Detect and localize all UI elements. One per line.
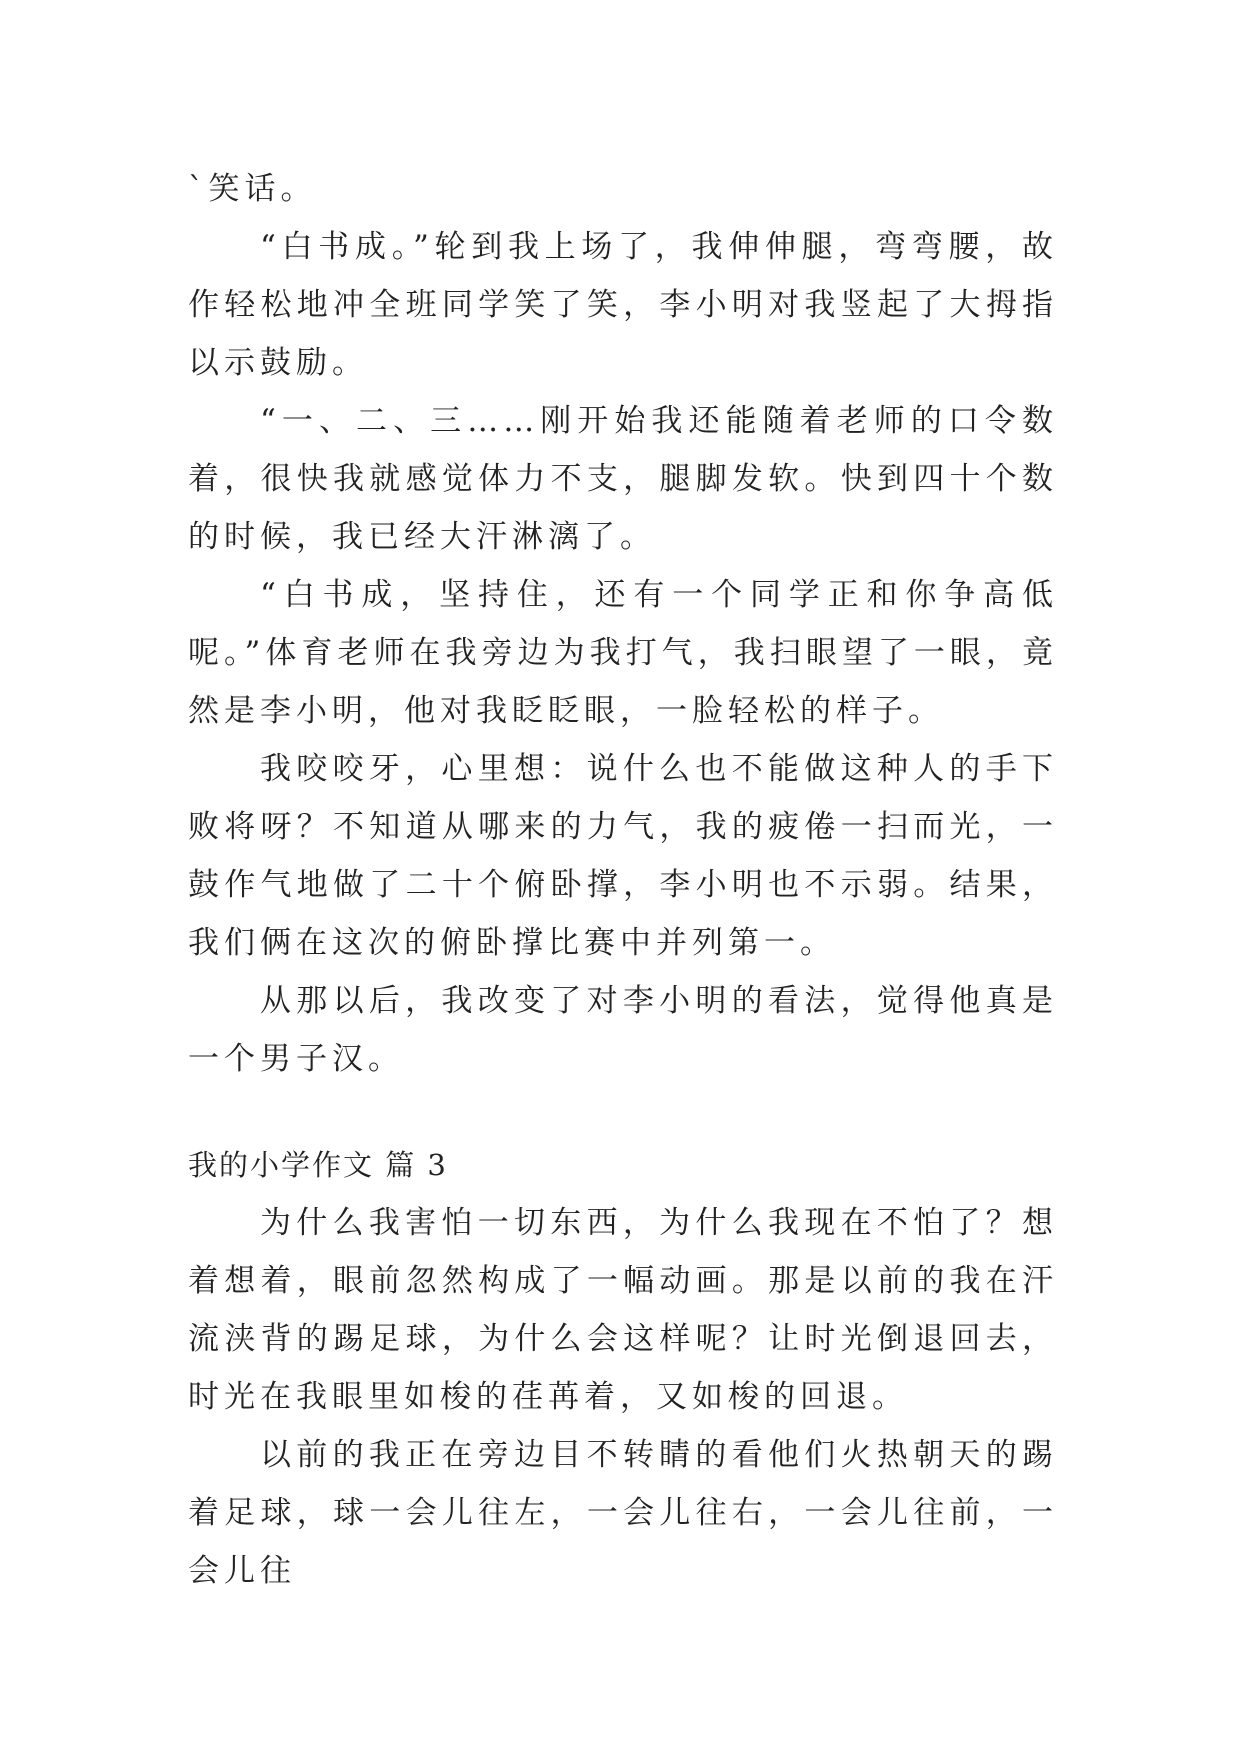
paragraph-continuation: `笑话。	[188, 171, 317, 207]
paragraph: 为什么我害怕一切东西，为什么我现在不怕了？想着想着，眼前忽然构成了一幅动画。那是以前的我在汗流浃背的踢足球，为什么会这样呢？让时光倒退回去，时光在我眼里如梭的荏苒着，又如梭的回退。	[188, 1205, 1058, 1415]
paragraph: “一、二、三……刚开始我还能随着老师的口令数着，很快我就感觉体力不支，腿脚发软。快到四十个数的时候，我已经大汗淋漓了。	[188, 403, 1058, 555]
paragraph: “白书成，坚持住，还有一个同学正和你争高低呢。”体育老师在我旁边为我打气，我扫眼望了一眼，竟然是李小明，他对我眨眨眼，一脸轻松的样子。	[188, 577, 1058, 729]
paragraph: 我咬咬牙，心里想：说什么也不能做这种人的手下败将呀？不知道从哪来的力气，我的疲倦一扫而光，一鼓作气地做了二十个俯卧撑，李小明也不示弱。结果，我们俩在这次的俯卧撑比赛中并列第一。	[188, 751, 1058, 961]
document-body	[188, 160, 1058, 1600]
section-heading: 我的小学作文 篇 3	[188, 1148, 448, 1182]
paragraph: 以前的我正在旁边目不转睛的看他们火热朝天的踢着足球，球一会儿往左，一会儿往右，一会儿往前，一会儿往	[188, 1437, 1058, 1589]
paragraph: 从那以后，我改变了对李小明的看法，觉得他真是一个男子汉。	[188, 983, 1058, 1077]
paragraph: “白书成。”轮到我上场了，我伸伸腿，弯弯腰，故作轻松地冲全班同学笑了笑，李小明对我竖起了大拇指以示鼓励。	[188, 229, 1058, 381]
